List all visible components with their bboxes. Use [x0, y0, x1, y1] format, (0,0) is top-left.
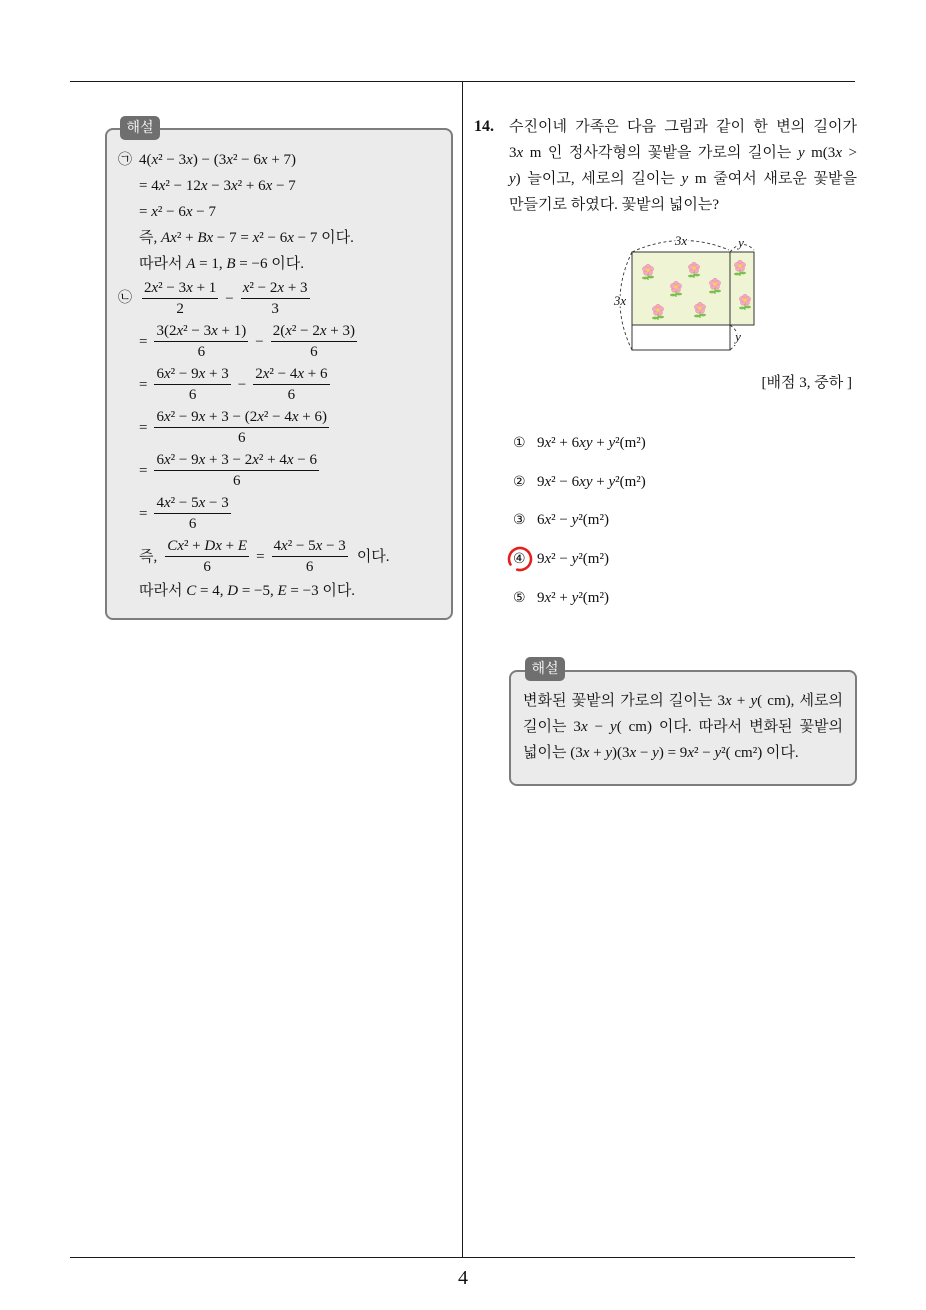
equals-sign: = — [256, 548, 265, 565]
denominator: 3 — [271, 300, 279, 317]
answer-mark-stroke — [506, 544, 535, 574]
numerator: 3(2x² − 3x + 1) — [154, 322, 248, 342]
part-marker-giyeok: ㉠ — [118, 152, 132, 168]
statement: 따라서 C = 4, D = −5, E = −3 이다. — [139, 583, 356, 599]
fraction — [154, 365, 230, 405]
part-marker-nieun: ㉡ — [118, 290, 132, 306]
expression: 4(x² − 3x) − (3x² − 6x + 7) — [139, 152, 297, 168]
numerator: Cx² + Dx + E — [165, 537, 249, 557]
denominator: 6 — [232, 472, 241, 489]
fraction — [154, 494, 230, 534]
expression: = 4x² − 12x − 3x² + 6x − 7 — [139, 178, 296, 194]
removed-strip — [632, 325, 730, 350]
solution-line — [118, 251, 443, 277]
solution-line — [118, 363, 443, 406]
expression: = x² − 6x − 7 — [139, 204, 216, 220]
denominator: 2 — [176, 300, 184, 317]
question-text — [509, 114, 857, 218]
flower-icon — [734, 260, 746, 276]
numerator: 4x² − 5x − 3 — [272, 537, 348, 557]
solution-line — [118, 449, 443, 492]
denominator: 6 — [305, 558, 314, 575]
solution-line — [118, 147, 443, 173]
denominator: 6 — [237, 429, 246, 446]
denominator: 6 — [287, 386, 296, 403]
label-left-side: 3x — [613, 293, 627, 308]
solution-line: 넓이는 (3x + y)(3x − y) = 9x² − y²( cm²) 이다. — [523, 745, 799, 761]
choice-text: 9x² + y²(m²) — [537, 590, 609, 606]
solution-line — [118, 492, 443, 535]
solution-tag: 해설 — [120, 116, 160, 140]
fraction — [165, 537, 249, 577]
label-top-side: 3x — [674, 233, 688, 248]
flower-icon — [652, 304, 664, 320]
flower-icon — [670, 281, 682, 297]
denominator: 6 — [188, 515, 197, 532]
fraction — [241, 279, 310, 319]
numerator: 2x² − 4x + 6 — [253, 365, 329, 385]
denominator: 6 — [310, 343, 318, 360]
choice-row[interactable] — [513, 469, 646, 495]
choice-number: ③ — [513, 512, 526, 528]
fraction — [253, 365, 329, 405]
solution-box-right — [509, 670, 857, 786]
solution-line — [118, 199, 443, 225]
footer-rule — [70, 1257, 855, 1258]
choice-row[interactable] — [513, 430, 646, 456]
choice-number: ② — [513, 474, 526, 490]
operator: − — [237, 376, 247, 393]
choice-text: 9x² − 6xy + y²(m²) — [537, 474, 646, 490]
fraction — [271, 322, 357, 362]
solution-line — [118, 173, 443, 199]
statement: 즉, Ax² + Bx − 7 = x² − 6x − 7 이다. — [139, 230, 354, 246]
question-line: 만들기로 하였다. 꽃밭의 넓이는? — [509, 197, 720, 213]
numerator: 6x² − 9x + 3 − 2x² + 4x − 6 — [154, 451, 319, 471]
flower-icon — [694, 302, 706, 318]
question-number: 14. — [474, 118, 494, 135]
numerator: 6x² − 9x + 3 — [154, 365, 230, 385]
statement-suffix: 이다. — [356, 548, 390, 565]
solution-line — [118, 578, 443, 604]
choice-row[interactable] — [513, 546, 609, 572]
statement: 따라서 A = 1, B = −6 이다. — [139, 256, 304, 272]
equals-sign: = — [139, 333, 148, 350]
denominator: 6 — [197, 343, 206, 360]
solution-line — [118, 277, 443, 320]
score-info: [배점 3, 중하 ] — [761, 375, 852, 391]
choice-row[interactable] — [513, 585, 609, 611]
question-line: y) 늘이고, 세로의 길이는 y m 줄여서 새로운 꽃밭을 — [509, 171, 857, 187]
statement-prefix: 즉, — [139, 548, 158, 565]
solution-line: 변화된 꽃밭의 가로의 길이는 3x + y( cm), 세로의 — [523, 693, 843, 709]
choice-text: 9x² + 6xy + y²(m²) — [537, 435, 646, 451]
choice-row[interactable] — [513, 507, 609, 533]
denominator: 6 — [203, 558, 211, 575]
label-top-extension: y — [738, 235, 744, 250]
flower-icon — [739, 294, 751, 310]
fraction — [154, 322, 248, 362]
choice-number: ⑤ — [513, 590, 526, 606]
solution-line: 길이는 3x − y( cm) 이다. 따라서 변화된 꽃밭의 — [523, 719, 843, 735]
solution-line — [118, 225, 443, 251]
fraction — [272, 537, 348, 577]
answer-mark-circle — [506, 544, 536, 574]
fraction — [154, 408, 329, 448]
solution-line — [118, 406, 443, 449]
numerator: x² − 2x + 3 — [241, 279, 310, 299]
numerator: 2(x² − 2x + 3) — [271, 322, 357, 342]
garden-figure — [605, 230, 765, 360]
choice-number: ① — [513, 435, 526, 451]
question-line: 3x m 인 정사각형의 꽃밭을 가로의 길이는 y m(3x > — [509, 145, 857, 161]
label-bottom-reduction: y — [735, 329, 741, 344]
equals-sign: = — [139, 505, 148, 522]
denominator: 6 — [188, 386, 197, 403]
solution-line — [118, 320, 443, 363]
flower-icon — [688, 262, 700, 278]
page-number: 4 — [458, 1267, 468, 1289]
operator: − — [225, 290, 234, 307]
solution-tag: 해설 — [525, 657, 565, 681]
equals-sign: = — [139, 376, 148, 393]
numerator: 4x² − 5x − 3 — [154, 494, 230, 514]
choice-text: 6x² − y²(m²) — [537, 512, 609, 528]
flower-icon — [642, 264, 654, 280]
numerator: 6x² − 9x + 3 − (2x² − 4x + 6) — [154, 408, 329, 428]
solution-line — [118, 535, 443, 578]
fraction — [142, 279, 218, 319]
choice-number: ④ — [513, 551, 526, 567]
numerator: 2x² − 3x + 1 — [142, 279, 218, 299]
choice-text: 9x² − y²(m²) — [537, 551, 609, 567]
column-divider — [462, 82, 463, 1258]
operator: − — [255, 333, 264, 350]
fraction — [154, 451, 319, 491]
solution-box-left — [105, 128, 453, 620]
question-line: 수진이네 가족은 다음 그림과 같이 한 변의 길이가 — [509, 119, 857, 135]
equals-sign: = — [139, 419, 148, 436]
equals-sign: = — [139, 462, 148, 479]
flower-icon — [709, 278, 721, 294]
